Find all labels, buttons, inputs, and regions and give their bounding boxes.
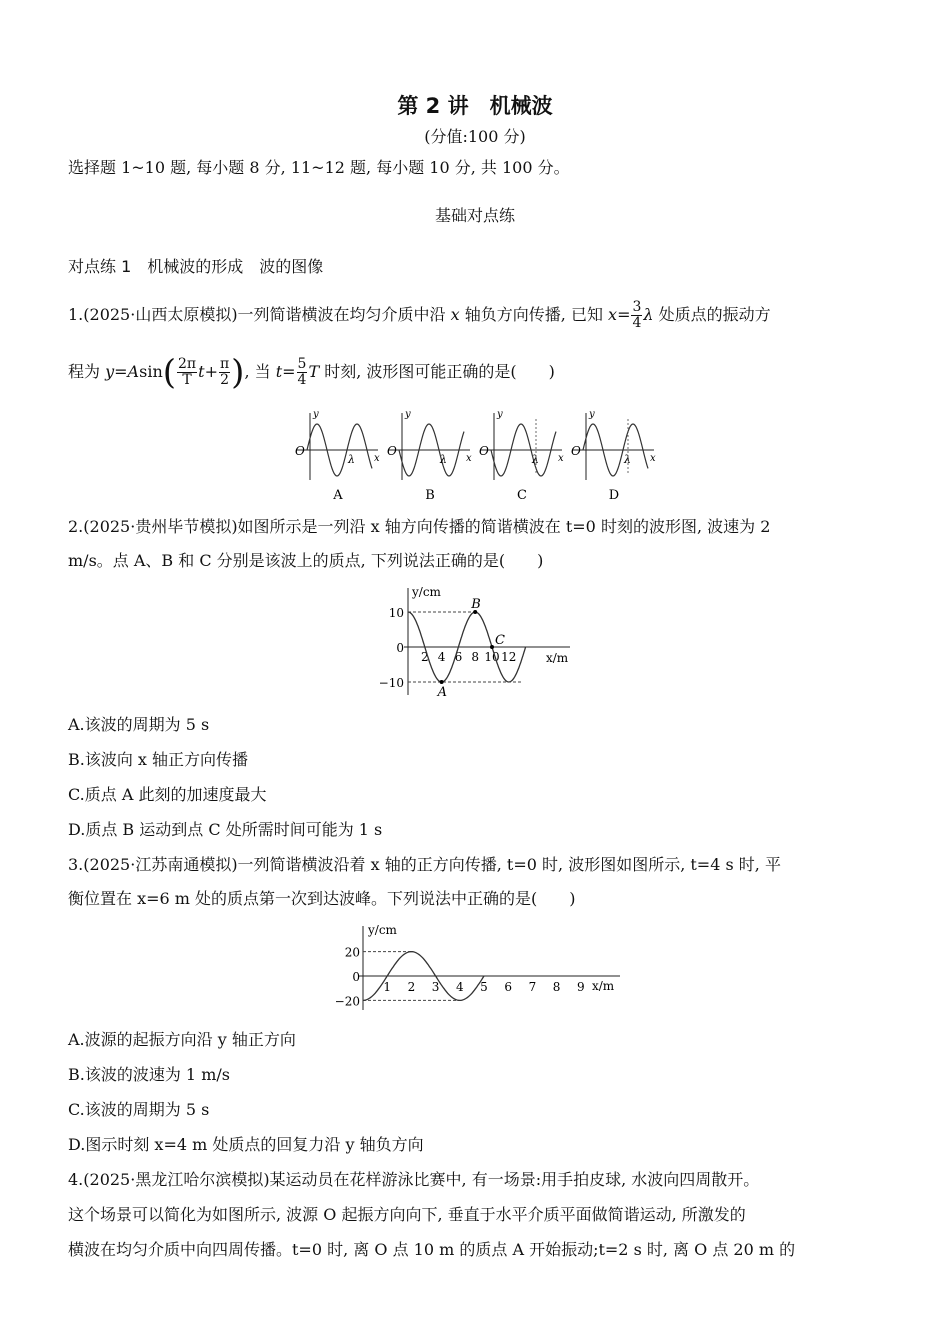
q2-x-tick: 8 (471, 650, 480, 664)
q2-label-a: A (437, 685, 447, 700)
q3-y-tick: 0 (352, 970, 360, 984)
q3-y-tick: −20 (334, 994, 360, 1009)
q2-point-a (440, 680, 444, 684)
page-title: 第 2 讲 机械波 (397, 94, 553, 118)
q3-x-tick: 2 (407, 980, 416, 994)
q1-origin-label: O (295, 444, 305, 458)
q1-y-label: y (313, 409, 319, 420)
q1-wave-options-figure (290, 405, 660, 505)
q3-line2: 衡位置在 x=6 m 处的质点第一次到达波峰。下列说法中正确的是( ) (68, 889, 576, 908)
q1-line2: 程为 y=Asin( $\frac{2\pi}{T}$ t+ $\frac{\pi}{2}$ ), 当 t= $\frac{5}{4}$ T 时刻, 波形图可能正确的是( ) (68, 352, 555, 393)
q3-choice-d: D.图示时刻 x=4 m 处质点的回复力沿 y 轴负方向 (68, 1135, 424, 1154)
q1-y-label: y (497, 409, 503, 420)
q3-x-tick: 7 (528, 980, 537, 994)
q2-choice-c: C.质点 A 此刻的加速度最大 (68, 785, 267, 804)
q1-option-label: C (517, 488, 527, 503)
q3-choice-a: A.波源的起振方向沿 y 轴正方向 (68, 1030, 296, 1049)
q1-origin-label: O (479, 444, 489, 458)
q1-lambda-label: λ (624, 453, 631, 466)
q1-lambda-label: λ (532, 453, 539, 466)
q1-x-label: x (558, 453, 564, 464)
q2-point-c (490, 645, 494, 649)
q2-choice-a: A.该波的周期为 5 s (68, 715, 210, 734)
q2-y-label: y/cm (412, 585, 441, 599)
q4-line1: 4.(2025·黑龙江哈尔滨模拟)某运动员在花样游泳比赛中, 有一场景:用手拍皮球, 水波向四周散开。 (68, 1170, 760, 1189)
q2-line1: 2.(2025·贵州毕节模拟)如图所示是一列沿 x 轴方向传播的简谐横波在 t=0 时刻的波形图, 波速为 2 (68, 517, 771, 536)
q3-x-tick: 5 (480, 980, 488, 994)
q4-line2: 这个场景可以简化为如图所示, 波源 O 起振方向向下, 垂直于水平介质平面做简谐运动, 所激发的 (68, 1205, 746, 1224)
q2-line2: m/s。点 A、B 和 C 分别是该波上的质点, 下列说法正确的是( ) (68, 551, 544, 570)
score-note: (分值:100 分) (424, 127, 526, 146)
q3-y-label: y/cm (368, 923, 397, 937)
q4-line3: 横波在均匀介质中向四周传播。t=0 时, 离 O 点 10 m 的质点 A 开始振动;t=2 s 时, 离 O 点 20 m 的 (68, 1240, 796, 1259)
q1-option-label: B (425, 488, 435, 503)
q1-origin-label: O (571, 444, 581, 458)
q3-y-tick: 20 (344, 945, 360, 960)
q3-x-label: x/m (592, 979, 615, 993)
q2-choice-d: D.质点 B 运动到点 C 处所需时间可能为 1 s (68, 820, 383, 839)
q2-y-tick: −10 (378, 676, 404, 690)
q2-label-c: C (495, 633, 505, 648)
q1-origin-label: O (387, 444, 397, 458)
q2-choice-b: B.该波向 x 轴正方向传播 (68, 750, 249, 769)
q2-x-tick: 6 (454, 650, 463, 664)
q2-x-tick: 10 (484, 650, 500, 664)
q3-choice-c: C.该波的周期为 5 s (68, 1100, 210, 1119)
subsection-heading: 对点练 1 机械波的形成 波的图像 (68, 257, 324, 276)
q3-wave-graph (330, 918, 630, 1018)
q2-y-tick: 0 (396, 641, 404, 655)
q1-y-label: y (405, 409, 411, 420)
q1-y-label: y (589, 409, 595, 420)
q2-x-label: x/m (546, 651, 569, 665)
q2-x-tick: 2 (420, 650, 429, 664)
q1-option-label: D (608, 488, 620, 503)
q2-x-tick: 12 (501, 650, 517, 664)
q3-x-tick: 1 (383, 980, 392, 994)
q1-x-label: x (374, 453, 380, 464)
q1-lambda-label: λ (440, 453, 447, 466)
q1-line1: 1.(2025·山西太原模拟)一列简谐横波在均匀介质中沿 x 轴负方向传播, 已知 x= $\frac{3}{4}$ λ 处质点的振动方 (68, 299, 771, 331)
q3-x-tick: 8 (552, 980, 561, 994)
q1-x-label: x (466, 453, 472, 464)
q3-x-tick: 3 (431, 980, 440, 994)
q2-y-tick: 10 (388, 606, 404, 620)
section-heading: 基础对点练 (434, 206, 515, 225)
q3-x-tick: 4 (455, 980, 464, 994)
q1-x-label: x (650, 453, 656, 464)
q3-x-tick: 9 (576, 980, 585, 994)
q2-x-tick: 4 (437, 650, 446, 664)
q3-line1: 3.(2025·江苏南通模拟)一列简谐横波沿着 x 轴的正方向传播, t=0 时, 波形图如图所示, t=4 s 时, 平 (68, 855, 781, 874)
q1-option-label: A (333, 488, 343, 503)
instructions: 选择题 1~10 题, 每小题 8 分, 11~12 题, 每小题 10 分, 共 100 分。 (68, 158, 570, 177)
q3-x-tick: 6 (504, 980, 513, 994)
q1-lambda-label: λ (348, 453, 355, 466)
q2-wave-graph (370, 580, 590, 700)
q3-choice-b: B.该波的波速为 1 m/s (68, 1065, 230, 1084)
q2-label-b: B (471, 597, 481, 612)
